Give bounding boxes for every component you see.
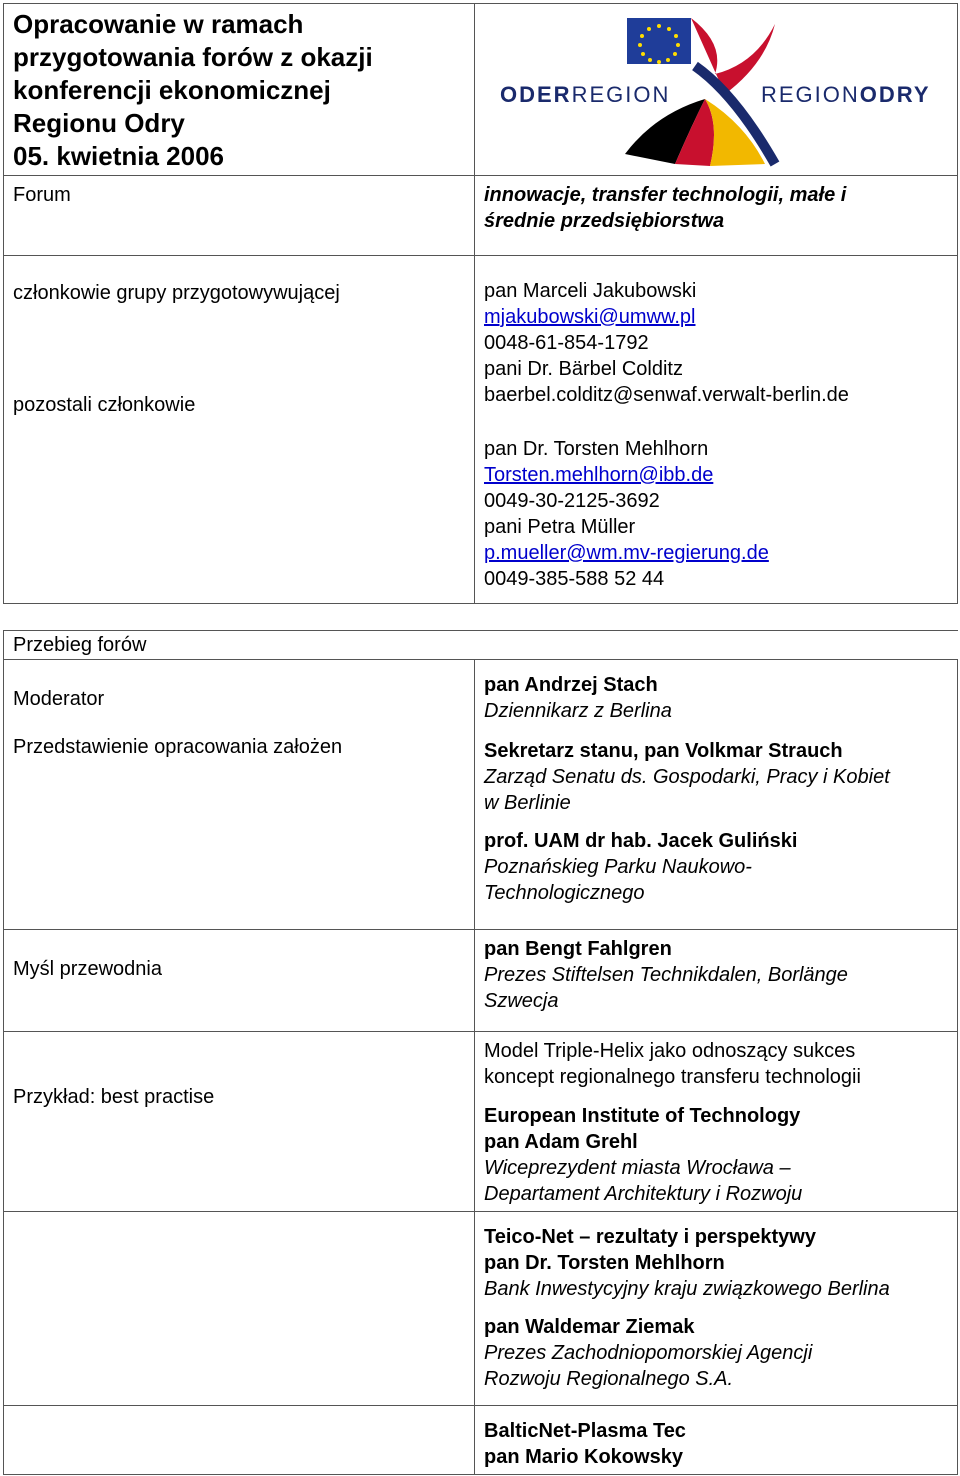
contact-email-link[interactable]: Torsten.mehlhorn@ibb.de	[484, 464, 714, 486]
eit-speaker-name: pan Adam Grehl	[484, 1131, 638, 1153]
teico-label-cell	[4, 1212, 475, 1406]
speaker-role: Technologicznego	[484, 882, 645, 904]
contact-email-link[interactable]: mjakubowski@umww.pl	[484, 306, 696, 328]
speaker-role: Poznańskieg Parku Naukowo-	[484, 856, 752, 878]
moderator-role: Dziennikarz z Berlina	[484, 700, 672, 722]
assumptions-label: Przedstawienie opracowania założen	[13, 736, 343, 758]
thought-speaker: pan Bengt Fahlgren Prezes Stiftelsen Technikdalen, Borlänge Szwecja	[484, 938, 848, 1012]
example-value-cell	[475, 1032, 958, 1212]
teico-content: Teico-Net – rezultaty i perspektywy pan Dr. Torsten Mehlhorn Bank Inwestycyjny kraju związkowego Berlina pan Waldemar Ziemak Prezes Zachodniopomorskiej Agencji Rozwoju Regionalnego S.A.	[475, 1212, 957, 1396]
contact-email-link[interactable]: p.mueller@wm.mv-regierung.de	[484, 542, 769, 564]
thought-label-cell	[4, 930, 475, 1032]
contact-email: baerbel.colditz@senwaf.verwalt-berlin.de	[484, 384, 849, 406]
example-content: Model Triple-Helix jako odnoszący sukces koncept regionalnego transferu technologii European Institute of Technology pan Adam Grehl Wiceprezydent miasta Wrocława – Departament Architektury i Rozwoju	[475, 1032, 957, 1211]
moderator-value-cell	[475, 660, 958, 930]
members-label-cell	[4, 256, 475, 604]
forum-label: Forum	[13, 184, 71, 206]
speaker-role: w Berlinie	[484, 792, 571, 814]
contact-name: pan Dr. Torsten Mehlhorn	[484, 438, 709, 460]
other-members-label: pozostali członkowie	[13, 394, 196, 416]
contact-name: pani Petra Müller	[484, 516, 636, 538]
moderator-label-cell	[4, 660, 475, 930]
document-title: Opracowanie w ramach przygotowania forów z okazji konferencji ekonomicznej Regionu Odry 05. kwietnia 2006	[13, 9, 373, 171]
info-table	[3, 3, 958, 604]
forum-label-cell	[4, 176, 475, 256]
title-cell	[4, 4, 475, 176]
contact-phone: 0049-30-2125-3692	[484, 490, 660, 512]
contact-name: pani Dr. Bärbel Colditz	[484, 358, 683, 380]
eit-title: European Institute of Technology	[484, 1105, 801, 1127]
program-heading: Przebieg forów	[13, 634, 147, 656]
contact-phone: 0048-61-854-1792	[484, 332, 649, 354]
prep-group-label: członkowie grupy przygotowywującej	[13, 282, 340, 304]
example-label: Przykład: best practise	[13, 1086, 215, 1108]
teico-title: Teico-Net – rezultaty i perspektywy	[484, 1226, 816, 1248]
moderator-label: Moderator	[13, 688, 105, 710]
svg-text:ODERREGION: ODERREGION	[500, 82, 671, 107]
thought-value-cell	[475, 930, 958, 1032]
contact-list	[475, 256, 957, 596]
contact-phone: 0049-385-588 52 44	[484, 568, 665, 590]
program-heading-cell	[4, 631, 958, 660]
forum-value-cell	[475, 176, 958, 256]
teico-value-cell	[475, 1212, 958, 1406]
oder-region-logo	[475, 4, 955, 174]
example-label-cell	[4, 1032, 475, 1212]
speakers-block	[475, 660, 957, 910]
contact-name: pan Marceli Jakubowski	[484, 280, 697, 302]
thought-label: Myśl przewodnia	[13, 958, 162, 980]
svg-text:REGIONODRY: REGIONODRY	[761, 82, 931, 107]
baltic-title: BalticNet-Plasma Tec	[484, 1420, 686, 1442]
baltic-label-cell	[4, 1406, 475, 1475]
forum-topic: innowacje, transfer technologii, małe i średnie przedsiębiorstwa	[484, 184, 847, 232]
members-contacts-cell	[475, 256, 958, 604]
moderator-name: pan Andrzej Stach	[484, 674, 658, 696]
baltic-value-cell	[475, 1406, 958, 1475]
baltic-content: BalticNet-Plasma Tec pan Mario Kokowsky	[475, 1406, 957, 1474]
logo-cell	[475, 4, 958, 176]
speaker-role: Zarząd Senatu ds. Gospodarki, Pracy i Kobiet	[484, 766, 890, 788]
speaker-name: prof. UAM dr hab. Jacek Guliński	[484, 830, 798, 852]
program-table	[3, 630, 958, 1475]
speaker-name: Sekretarz stanu, pan Volkmar Strauch	[484, 740, 843, 762]
